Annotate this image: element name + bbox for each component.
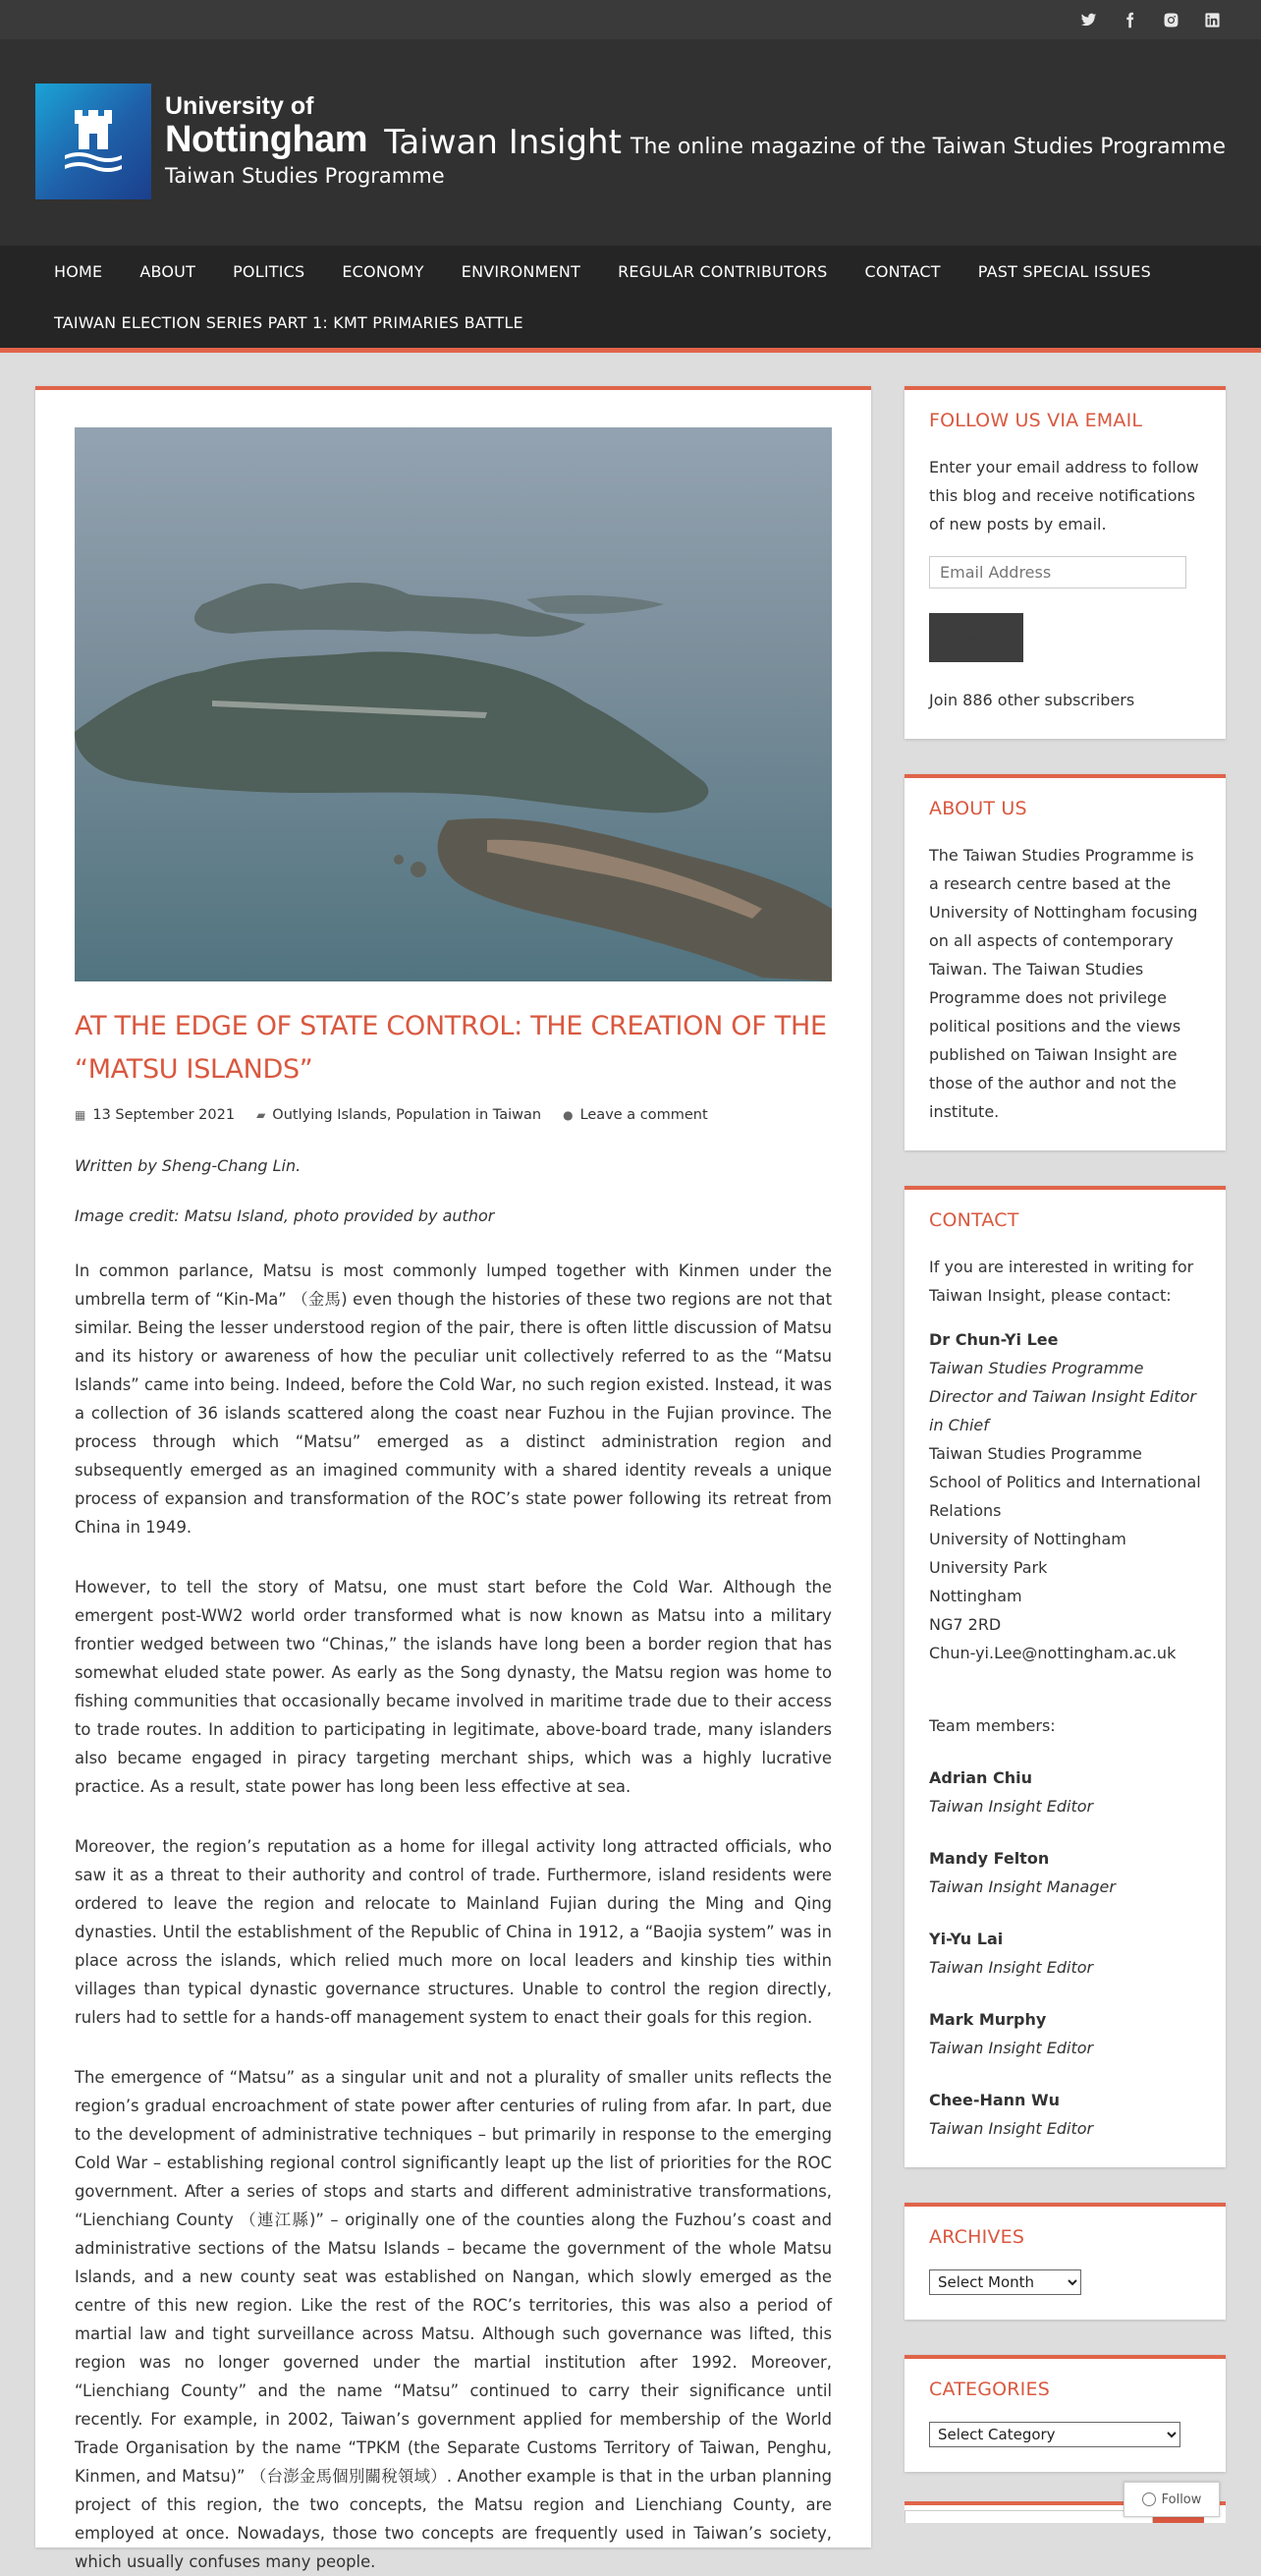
social-bar — [0, 0, 1261, 39]
folder-icon: ▰ — [256, 1108, 266, 1122]
widget-title: CATEGORIES — [929, 2379, 1050, 2400]
logo-programme: Taiwan Studies Programme — [165, 164, 445, 188]
sidebar — [905, 386, 1226, 2507]
widget-categories — [905, 2355, 1226, 2472]
calendar-icon: ▦ — [75, 1108, 86, 1122]
category-link-population[interactable]: Population in Taiwan — [396, 1107, 542, 1123]
nav-item-politics[interactable]: POLITICS — [233, 261, 305, 281]
address-line: University Park — [929, 1558, 1048, 1577]
main-nav — [0, 246, 1261, 353]
widget-contact — [905, 1186, 1226, 2167]
post-title[interactable]: AT THE EDGE OF STATE CONTROL: THE CREATION OF THE “MATSU ISLANDS” — [75, 1011, 827, 1085]
address-line: Nottingham — [929, 1587, 1022, 1605]
contact-intro: If you are interested in writing for Taiwan Insight, please contact: — [929, 1258, 1194, 1305]
widget-title: FOLLOW US VIA EMAIL — [929, 410, 1143, 431]
member-name: Mark Murphy — [929, 2010, 1047, 2029]
member-name: Chee-Hann Wu — [929, 2091, 1061, 2109]
widget-title: ABOUT US — [929, 798, 1027, 819]
address-line: University of Nottingham — [929, 1530, 1126, 1548]
article — [35, 386, 871, 2571]
team-member — [929, 1844, 1201, 1901]
nav-item-environment[interactable]: ENVIRONMENT — [461, 261, 581, 281]
facebook-icon[interactable] — [1120, 10, 1139, 29]
member-role: Taiwan Insight Manager — [929, 1877, 1116, 1896]
widget-follow-email — [905, 386, 1226, 739]
subscribe-button[interactable]: Subscribe — [929, 613, 1023, 662]
contact-name: Dr Chun-Yi Lee — [929, 1330, 1059, 1349]
paragraph: The emergence of “Matsu” as a singular unit and not a plurality of smaller units reflects the region’s gradual encroachment of state power after centuries of ruling from afar. In part, due to the development of administrative techniques – but primarily in response to the emerging Cold War – establishing regional control significantly leapt up the list of priorities for the ROC government. After a series of stops and starts and different administrative transformations, “Lienchiang County （連江縣)” – originally one of the counties along the Fuzhou’s coast and administrative sections of the Matsu Islands – became the government of the whole Matsu Islands, and a new county seat was established on Nangan, which slowly emerged as the centre of this new region. Like the rest of the ROC’s territories, this was also a period of martial law and tight surveillance across Matsu. Although such governance was lifted, this region was no longer governed under the martial institution after 1992. Moreover, “Lienchiang County” and the name “Matsu” continued to carry their significance until recently. For example, in 2002, Taiwan’s government applied for membership of the World Trade Organisation by the name “TPKM (the Separate Customs Territory of Taiwan, Penghu, Kinmen, and Matsu)” （台澎金馬個別關稅領域）. Another example is that in the urban planning project of this region, the two concepts, the Matsu region and Lienchiang County, are employed at once. Nowadays, those two concepts are frequently used in Taiwan’s society, which usually confuses many people. — [75, 2068, 832, 2571]
follow-button[interactable] — [1124, 2482, 1220, 2517]
team-member — [929, 1925, 1201, 1982]
site-title[interactable] — [384, 123, 1226, 162]
member-name: Mandy Felton — [929, 1849, 1050, 1868]
nav-row-primary — [35, 246, 1226, 297]
logo-nottingham: Nottingham — [165, 119, 368, 160]
member-role: Taiwan Insight Editor — [929, 1797, 1094, 1816]
post-date-link[interactable]: 13 September 2021 — [92, 1107, 236, 1123]
widget-title: ARCHIVES — [929, 2226, 1025, 2248]
nav-item-election-series[interactable]: TAIWAN ELECTION SERIES PART 1: KMT PRIMARIES BATTLE — [54, 312, 523, 332]
member-name: Yi-Yu Lai — [929, 1930, 1004, 1948]
paragraph: In common parlance, Matsu is most commonly lumped together with Kinmen under the umbrella term of “Kin-Ma” （金馬) even though the histories of these two regions are not that similar. Being the lesser understood region of the pair, there is often little discussion of Matsu and its history or awareness of how the peculiar unit collectively referred to as the “Matsu Islands” came into being. Indeed, before the Cold War, no such region existed. Instead, it was a collection of 36 islands scattered along the coast near Fuzhou in the Fujian province. The process through which “Matsu” emerged as a distinct administration region and subsequently emerged as an imagined community with a shared identity reveals a unique process of expansion and transformation of the ROC’s state power following its retreat from China in 1949. — [75, 1261, 832, 1537]
categories-select[interactable] — [929, 2422, 1180, 2447]
member-name: Adrian Chiu — [929, 1768, 1032, 1787]
about-text: The Taiwan Studies Programme is a research centre based at the University of Nottingham focusing on all aspects of contemporary Taiwan. The Taiwan Studies Programme does not privilege political positions and the views published on Taiwan Insight are those of the author and not the institute. — [929, 846, 1198, 1121]
address-line: School of Politics and International Relations — [929, 1473, 1201, 1520]
follow-description: Enter your email address to follow this blog and receive notifications of new posts by email. — [929, 458, 1199, 533]
paragraph: Moreover, the region’s reputation as a home for illegal activity long attracted officials, who saw it as a threat to their authority and control of trade. Furthermore, island residents were ordered to leave the region and relocate to Mainland Fujian during the Ming and Qing dynasties. Until the establishment of the Republic of China in 1912, a “Baojia system” was in place across the islands, which relied much more on local leaders and kinship ties within villages than typical dynastic governance structures. Unable to control the region directly, rulers had to settle for a hands-off management system to enact their goals for this region. — [75, 1837, 832, 2027]
address-line: NG7 2RD — [929, 1615, 1002, 1634]
widget-about-us — [905, 774, 1226, 1150]
contact-email-link[interactable]: Chun-yi.Lee@nottingham.ac.uk — [929, 1644, 1177, 1662]
image-credit: Image credit: Matsu Island, photo provided by author — [75, 1206, 495, 1225]
address-line: Taiwan Studies Programme — [929, 1444, 1142, 1463]
member-role: Taiwan Insight Editor — [929, 2119, 1094, 2138]
instagram-icon[interactable] — [1161, 10, 1180, 29]
member-role: Taiwan Insight Editor — [929, 2039, 1094, 2057]
category-separator: , — [386, 1107, 392, 1123]
archives-select[interactable] — [929, 2269, 1081, 2295]
team-member — [929, 2086, 1201, 2143]
castle-shield-icon — [35, 84, 151, 199]
nav-item-past-special-issues[interactable]: PAST SPECIAL ISSUES — [977, 261, 1151, 281]
team-member — [929, 2005, 1201, 2062]
follow-label[interactable]: Follow — [1161, 2492, 1202, 2507]
search-input[interactable] — [905, 2510, 1153, 2523]
post-byline: Written by Sheng-Chang Lin. — [75, 1156, 302, 1175]
email-address-input[interactable] — [929, 556, 1186, 588]
category-link-outlying-islands[interactable]: Outlying Islands — [272, 1107, 387, 1123]
team-members-label: Team members: — [929, 1716, 1056, 1735]
featured-image-matsu-island — [75, 427, 832, 981]
paragraph: However, to tell the story of Matsu, one must start before the Cold War. Although the emergent post-WW2 world order transformed what is now known as Matsu into a military frontier wedged between two “Chinas,” the islands have long been a border region that has somewhat eluded state power. As early as the Song dynasty, the Matsu region was home to fishing communities that occasionally became involved in maritime trade due to their access to trade routes. In addition to participating in legitimate, above-board trade, many islanders also became engaged in piracy targeting merchant ships, which was a highly lucrative practice. As a result, state power has long been less effective at sea. — [75, 1578, 832, 1796]
linkedin-icon[interactable] — [1202, 10, 1222, 29]
nav-item-regular-contributors[interactable]: REGULAR CONTRIBUTORS — [618, 261, 828, 281]
post-meta — [75, 1107, 832, 1123]
nav-item-contact[interactable]: CONTACT — [864, 261, 941, 281]
widget-title: CONTACT — [929, 1209, 1019, 1231]
contact-role: Taiwan Studies Programme Director and Taiwan Insight Editor in Chief — [929, 1359, 1197, 1434]
logo-university-of: University of — [165, 92, 314, 120]
subscriber-count: Join 886 other subscribers — [929, 691, 1135, 709]
nav-item-home[interactable]: HOME — [54, 261, 103, 281]
site-title-text[interactable]: Taiwan Insight — [384, 123, 622, 162]
nav-row-secondary — [35, 297, 1226, 348]
comment-icon: ● — [563, 1108, 574, 1122]
leave-comment-link[interactable]: Leave a comment — [579, 1107, 708, 1123]
site-tagline: The online magazine of the Taiwan Studies Programme — [630, 135, 1226, 159]
nav-item-economy[interactable]: ECONOMY — [342, 261, 424, 281]
twitter-icon[interactable] — [1078, 10, 1098, 29]
widget-archives — [905, 2203, 1226, 2320]
member-role: Taiwan Insight Editor — [929, 1958, 1094, 1977]
wordpress-icon — [1142, 2492, 1156, 2506]
site-header — [0, 39, 1261, 246]
nav-item-about[interactable]: ABOUT — [139, 261, 196, 281]
team-member — [929, 1764, 1201, 1820]
